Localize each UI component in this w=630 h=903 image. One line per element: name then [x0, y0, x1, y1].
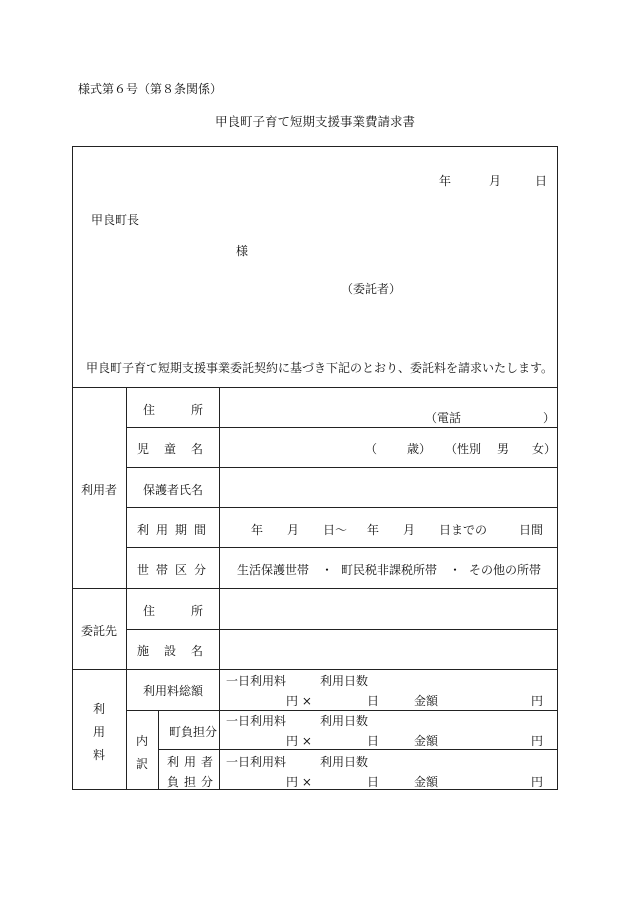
period-month-to: 月 — [403, 523, 416, 537]
breakdown-label-2: 訳 — [136, 757, 149, 771]
child-name-label: 児 童 名 — [137, 442, 203, 456]
yen-times: 円 × — [286, 734, 312, 748]
household-separator: ・ — [321, 563, 334, 577]
household-other: その他の所帯 — [469, 563, 542, 577]
contractor-address-label: 住 所 — [143, 604, 203, 618]
age-open: （ — [365, 442, 378, 456]
household-category-label: 世 帯 区 分 — [137, 563, 206, 577]
gender-male: 男 — [497, 442, 510, 456]
day-unit: 日 — [367, 775, 380, 789]
request-form-table — [72, 146, 558, 790]
day-unit: 日 — [367, 694, 380, 708]
phone-label: （電話 — [425, 411, 462, 425]
amount-label: 金額 — [414, 775, 439, 789]
breakdown-label-1: 内 — [136, 734, 149, 748]
period-year-from: 年 — [251, 523, 264, 537]
user-address-label: 住 所 — [143, 403, 203, 417]
household-welfare: 生活保護世帯 — [237, 563, 310, 577]
gender-female: 女） — [532, 442, 557, 456]
fee-group-label-1: 利 — [93, 702, 106, 716]
phone-close: ） — [543, 411, 556, 425]
honorific-sama: 様 — [236, 244, 249, 258]
period-year-to: 年 — [367, 523, 380, 537]
date-day-label: 日 — [535, 174, 548, 188]
addressee: 甲良町長 — [91, 213, 140, 227]
contractor-group-label: 委託先 — [81, 624, 118, 638]
fee-total-label: 利用料総額 — [143, 684, 204, 698]
date-year-label: 年 — [439, 174, 452, 188]
town-share-label: 町負担分 — [169, 725, 218, 739]
usage-days-label: 利用日数 — [320, 714, 369, 728]
amount-label: 金額 — [414, 734, 439, 748]
amount-label: 金額 — [414, 694, 439, 708]
yen-times: 円 × — [286, 694, 312, 708]
yen-unit: 円 — [531, 734, 544, 748]
period-day-to: 日までの — [439, 523, 488, 537]
date-month-label: 月 — [489, 174, 502, 188]
user-share-label-line1: 利 用 者 — [167, 755, 213, 769]
household-tax-exempt: 町民税非課税所帯 — [341, 563, 438, 577]
period-month-from: 月 — [287, 523, 300, 537]
fee-group-label-3: 料 — [93, 748, 106, 762]
user-share-label-line2: 負 担 分 — [167, 775, 213, 789]
day-unit: 日 — [367, 734, 380, 748]
daily-fee-label: 一日利用料 — [226, 674, 287, 688]
usage-days-label: 利用日数 — [320, 755, 369, 769]
guardian-name-label: 保護者氏名 — [143, 483, 204, 497]
consignee-label: （委託者） — [341, 282, 402, 296]
fee-group-label-2: 用 — [93, 725, 106, 739]
form-number-label: 様式第６号（第８条関係） — [78, 82, 223, 96]
yen-times: 円 × — [286, 775, 312, 789]
period-days: 日間 — [519, 523, 544, 537]
daily-fee-label: 一日利用料 — [226, 714, 287, 728]
daily-fee-label: 一日利用料 — [226, 755, 287, 769]
household-separator: ・ — [449, 563, 462, 577]
yen-unit: 円 — [531, 694, 544, 708]
request-statement: 甲良町子育て短期支援事業委託契約に基づき下記のとおり、委託料を請求いたします。 — [86, 361, 554, 375]
document-title: 甲良町子育て短期支援事業費請求書 — [214, 114, 415, 129]
gender-label: （性別 — [445, 442, 482, 456]
age-label: 歳） — [407, 442, 432, 456]
period-day-from: 日〜 — [323, 523, 348, 537]
usage-days-label: 利用日数 — [320, 674, 369, 688]
facility-name-label: 施 設 名 — [137, 644, 203, 658]
yen-unit: 円 — [531, 775, 544, 789]
user-group-label: 利用者 — [81, 483, 118, 497]
usage-period-label: 利 用 期 間 — [137, 523, 206, 537]
